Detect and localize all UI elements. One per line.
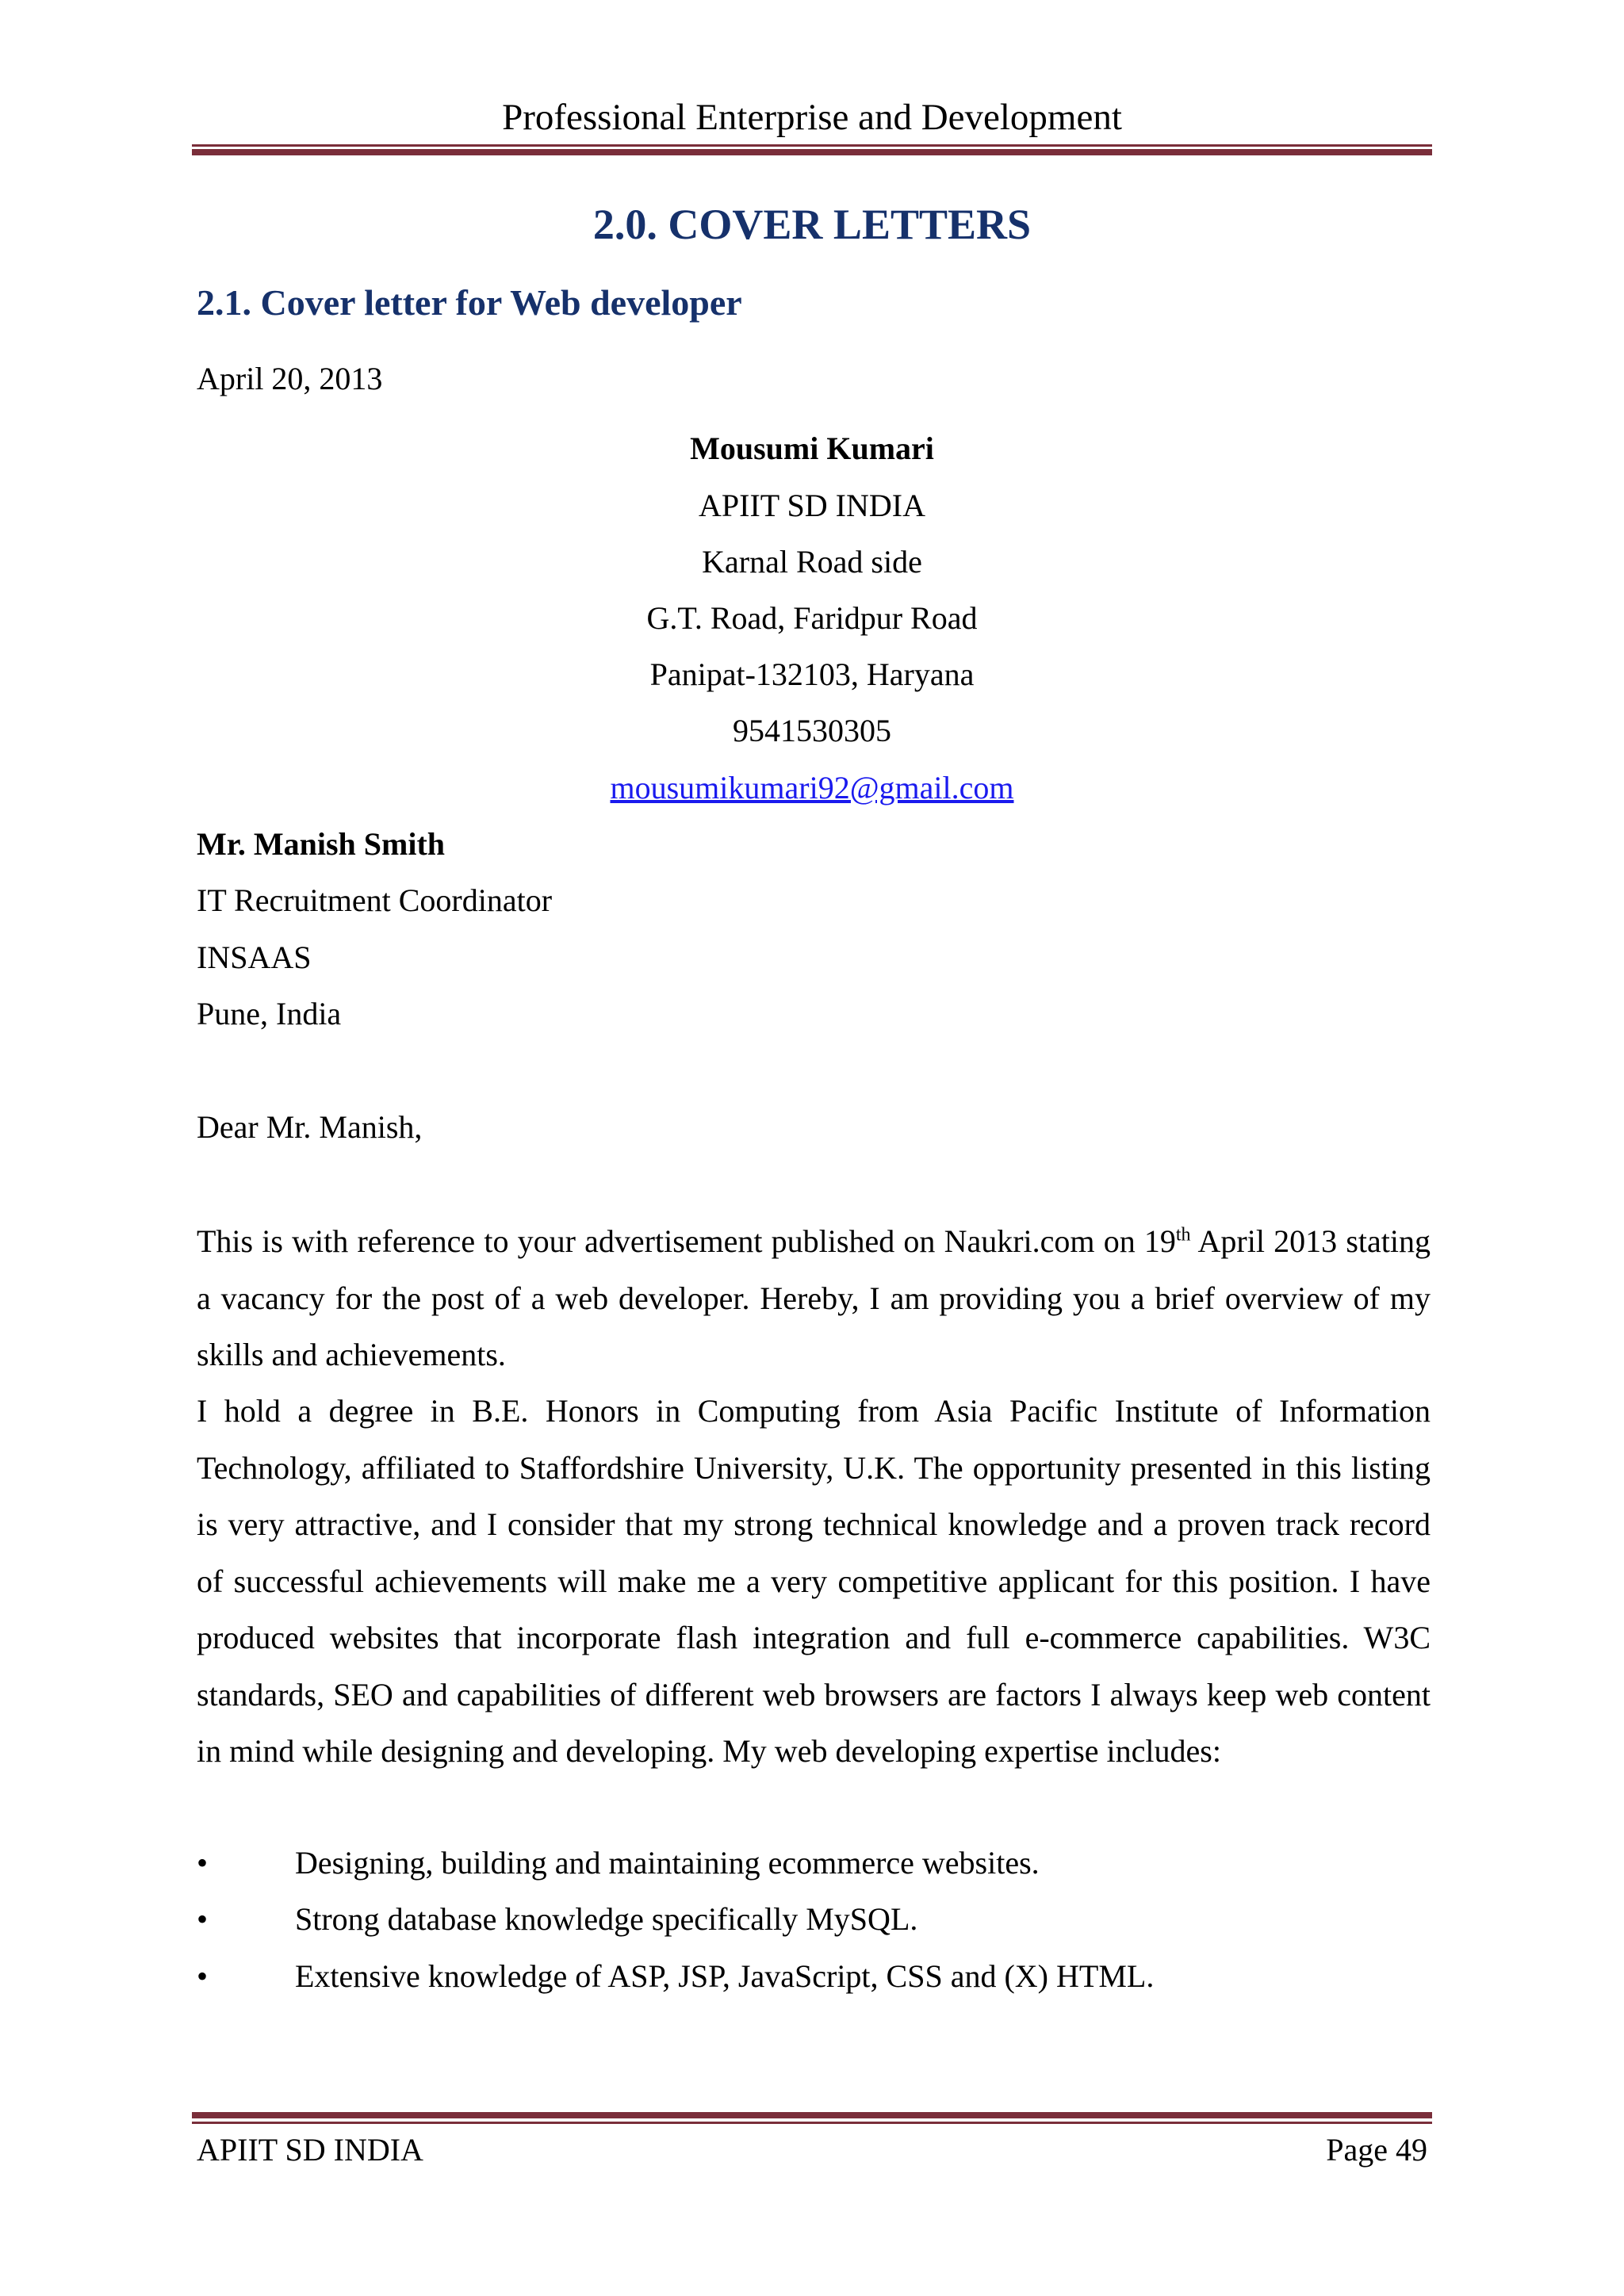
recipient-name: Mr. Manish Smith bbox=[197, 826, 446, 862]
paragraph-1-superscript: th bbox=[1175, 1224, 1191, 1246]
sender-name: Mousumi Kumari bbox=[690, 430, 934, 466]
footer-org: APIIT SD INDIA bbox=[197, 2132, 423, 2168]
footer-rule-thin bbox=[192, 2122, 1432, 2124]
recipient-company: INSAAS bbox=[197, 939, 312, 975]
bullet-item: Strong database knowledge specifically MySQL. bbox=[295, 1901, 918, 1937]
footer-rule-thick bbox=[192, 2112, 1432, 2118]
paragraph-1 bbox=[197, 1213, 1431, 1383]
recipient-location: Pune, India bbox=[197, 996, 342, 1031]
sender-city: Panipat-132103, Haryana bbox=[649, 656, 975, 692]
sender-email-row bbox=[0, 766, 1624, 810]
header-rule-thin bbox=[192, 144, 1432, 147]
bullet-item: Extensive knowledge of ASP, JSP, JavaScript, CSS and (X) HTML. bbox=[295, 1958, 1155, 1994]
recipient-title: IT Recruitment Coordinator bbox=[197, 882, 553, 918]
page-number: Page 49 bbox=[1326, 2132, 1427, 2168]
letter-date: April 20, 2013 bbox=[197, 361, 383, 396]
paragraph-1-text-b: April 2013 stating a vacancy for the post of a web developer. Hereby, I am providing you a brief overview of my skills and achievements. bbox=[197, 1223, 1431, 1372]
sender-address-2: G.T. Road, Faridpur Road bbox=[646, 600, 978, 636]
sender-email-link[interactable]: mousumikumari92@gmail.com bbox=[610, 770, 1014, 806]
bullet-marker: • bbox=[197, 1845, 209, 1881]
section-title: 2.1. Cover letter for Web developer bbox=[197, 282, 742, 323]
bullet-marker: • bbox=[197, 1901, 209, 1937]
bullet-marker: • bbox=[197, 1958, 209, 1994]
sender-org: APIIT SD INDIA bbox=[699, 488, 925, 523]
salutation: Dear Mr. Manish, bbox=[197, 1109, 423, 1145]
header-rule-thick bbox=[192, 149, 1432, 155]
sender-phone: 9541530305 bbox=[733, 713, 891, 748]
running-header: Professional Enterprise and Development bbox=[502, 97, 1122, 138]
bullet-item: Designing, building and maintaining ecommerce websites. bbox=[295, 1845, 1040, 1881]
chapter-title: 2.0. COVER LETTERS bbox=[592, 201, 1032, 248]
paragraph-2: I hold a degree in B.E. Honors in Computing from Asia Pacific Institute of Information Technology, affiliated to Staffordshire University, U.K. The opportunity presented in this listing is very attractive, and I consider that my strong technical knowledge and a proven track record of successful achievements will make me a very competitive applicant for this position. I have produced websites that incorporate flash integration and full e-commerce capabilities. W3C standards, SEO and capabilities of different web browsers are factors I always keep web content in mind while designing and developing. My web developing expertise includes: bbox=[197, 1393, 1431, 1769]
sender-address-1: Karnal Road side bbox=[702, 544, 922, 580]
paragraph-1-text-a: This is with reference to your advertisement published on Naukri.com on 19 bbox=[197, 1223, 1176, 1259]
